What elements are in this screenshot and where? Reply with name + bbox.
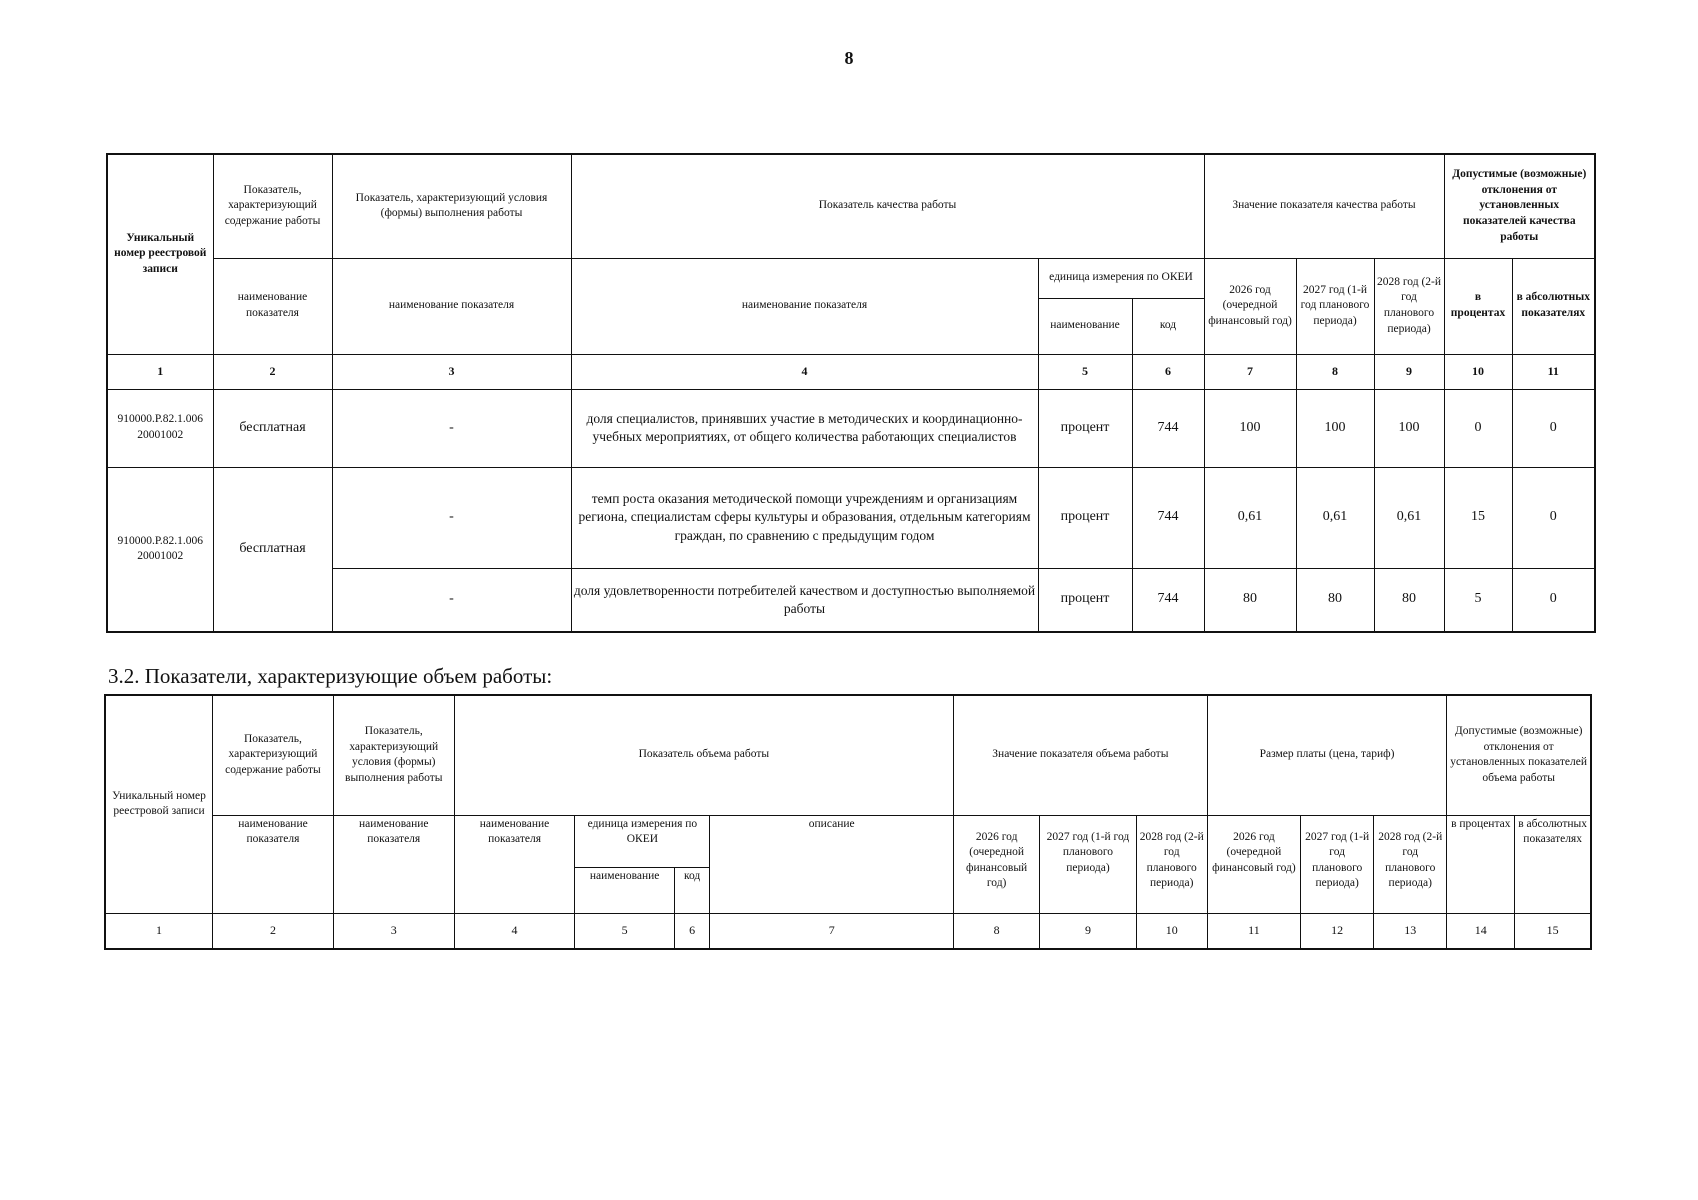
column-number: 7 [710, 913, 954, 949]
column-number: 8 [954, 913, 1040, 949]
header-fee-year-2026: 2026 год (очередной финансовый год) [1207, 815, 1300, 913]
deviation-absolute: 0 [1512, 467, 1595, 568]
header-conditions-indicator: Показатель, характеризующий условия (формы) выполнения работы [333, 695, 454, 815]
header-unit-name: наименование [1038, 298, 1132, 354]
header-deviations: Допустимые (возможные) отклонения от установленных показателей объема работы [1447, 695, 1591, 815]
header-unit-code: код [674, 867, 710, 913]
header-quality-value: Значение показателя качества работы [1204, 154, 1444, 258]
value-2026: 80 [1204, 568, 1296, 632]
volume-indicators-table [104, 694, 1592, 950]
header-content-indicator-name: наименование показателя [213, 258, 332, 354]
header-year-2026: 2026 год (очередной финансовый год) [1204, 258, 1296, 354]
unit-code: 744 [1132, 568, 1204, 632]
column-number: 2 [213, 913, 334, 949]
header-year-2028: 2028 год (2-й год планового периода) [1374, 258, 1444, 354]
header-quality-indicator: Показатель качества работы [571, 154, 1204, 258]
indicator-name: доля специалистов, принявших участие в методических и координационно-учебных мероприятиях, от общего количества работающих специалистов [571, 389, 1038, 467]
header-okei-unit: единица измерения по ОКЕИ [1038, 258, 1204, 298]
column-number: 9 [1374, 354, 1444, 389]
header-unit-code: код [1132, 298, 1204, 354]
header-year-2027: 2027 год (1-й год планового периода) [1296, 258, 1374, 354]
value-2028: 80 [1374, 568, 1444, 632]
condition-value: - [332, 467, 571, 568]
header-unique-number: Уникальный номер реестровой записи [107, 154, 213, 354]
column-number: 3 [333, 913, 454, 949]
registry-code: 910000.Р.82.1.006 20001002 [107, 467, 213, 632]
unit-name: процент [1038, 389, 1132, 467]
header-content-indicator: Показатель, характеризующий содержание работы [213, 695, 334, 815]
header-unit-name: наименование [575, 867, 674, 913]
header-unique-number: Уникальный номер реестровой записи [105, 695, 213, 913]
condition-value: - [332, 568, 571, 632]
value-2026: 0,61 [1204, 467, 1296, 568]
column-number: 4 [571, 354, 1038, 389]
column-number: 2 [213, 354, 332, 389]
header-fee-year-2027: 2027 год (1-й год планового периода) [1301, 815, 1374, 913]
column-number: 1 [105, 913, 213, 949]
column-number: 6 [1132, 354, 1204, 389]
column-number: 10 [1136, 913, 1207, 949]
column-number: 7 [1204, 354, 1296, 389]
quality-indicators-table [106, 153, 1596, 633]
value-2028: 0,61 [1374, 467, 1444, 568]
column-number-row [107, 354, 1595, 389]
section-title: 3.2. Показатели, характеризующие объем работы: [108, 664, 553, 688]
unit-name: процент [1038, 467, 1132, 568]
header-content-indicator-name: наименование показателя [213, 815, 334, 913]
unit-code: 744 [1132, 389, 1204, 467]
header-condition-indicator-name: наименование показателя [333, 815, 454, 913]
header-description: описание [710, 815, 954, 913]
column-number: 15 [1515, 913, 1591, 949]
deviation-percent: 5 [1444, 568, 1512, 632]
column-number: 6 [674, 913, 710, 949]
header-volume-indicator-name: наименование показателя [454, 815, 575, 913]
header-quality-indicator-name: наименование показателя [571, 258, 1038, 354]
deviation-absolute: 0 [1512, 389, 1595, 467]
header-volume-indicator: Показатель объема работы [454, 695, 953, 815]
column-number: 4 [454, 913, 575, 949]
header-in-percent: в процентах [1444, 258, 1512, 354]
column-number-row [105, 913, 1591, 949]
header-fee-year-2028: 2028 год (2-й год планового периода) [1374, 815, 1447, 913]
value-2026: 100 [1204, 389, 1296, 467]
column-number: 8 [1296, 354, 1374, 389]
deviation-percent: 15 [1444, 467, 1512, 568]
indicator-name: доля удовлетворенности потребителей качеством и доступностью выполняемой работы [571, 568, 1038, 632]
content-value: бесплатная [213, 389, 332, 467]
value-2028: 100 [1374, 389, 1444, 467]
deviation-percent: 0 [1444, 389, 1512, 467]
value-2027: 80 [1296, 568, 1374, 632]
header-volume-year-2026: 2026 год (очередной финансовый год) [954, 815, 1040, 913]
unit-code: 744 [1132, 467, 1204, 568]
value-2027: 100 [1296, 389, 1374, 467]
header-condition-indicator-name: наименование показателя [332, 258, 571, 354]
column-number: 11 [1512, 354, 1595, 389]
table-row [107, 389, 1595, 467]
header-volume-value: Значение показателя объема работы [954, 695, 1208, 815]
page-number: 8 [844, 48, 854, 68]
header-volume-year-2028: 2028 год (2-й год планового периода) [1136, 815, 1207, 913]
condition-value: - [332, 389, 571, 467]
registry-code: 910000.Р.82.1.006 20001002 [107, 389, 213, 467]
header-fee: Размер платы (цена, тариф) [1207, 695, 1447, 815]
column-number: 3 [332, 354, 571, 389]
header-conditions-indicator: Показатель, характеризующий условия (формы) выполнения работы [332, 154, 571, 258]
column-number: 12 [1301, 913, 1374, 949]
column-number: 5 [1038, 354, 1132, 389]
column-number: 14 [1447, 913, 1515, 949]
header-volume-year-2027: 2027 год (1-й год планового периода) [1040, 815, 1136, 913]
header-in-percent: в процентах [1447, 815, 1515, 913]
deviation-absolute: 0 [1512, 568, 1595, 632]
table-row [107, 467, 1595, 568]
column-number: 11 [1207, 913, 1300, 949]
indicator-name: темп роста оказания методической помощи учреждениям и организациям региона, специалистам сферы культуры и образования, отдельным категориям граждан, по сравнению с предыдущим годом [571, 467, 1038, 568]
header-deviations: Допустимые (возможные) отклонения от установленных показателей качества работы [1444, 154, 1595, 258]
column-number: 10 [1444, 354, 1512, 389]
value-2027: 0,61 [1296, 467, 1374, 568]
content-value: бесплатная [213, 467, 332, 632]
header-in-absolute: в абсолютных показателях [1515, 815, 1591, 913]
column-number: 13 [1374, 913, 1447, 949]
header-content-indicator: Показатель, характеризующий содержание работы [213, 154, 332, 258]
column-number: 9 [1040, 913, 1136, 949]
header-okei-unit: единица измерения по ОКЕИ [575, 815, 710, 867]
column-number: 5 [575, 913, 674, 949]
unit-name: процент [1038, 568, 1132, 632]
header-in-absolute: в абсолютных показателях [1512, 258, 1595, 354]
column-number: 1 [107, 354, 213, 389]
